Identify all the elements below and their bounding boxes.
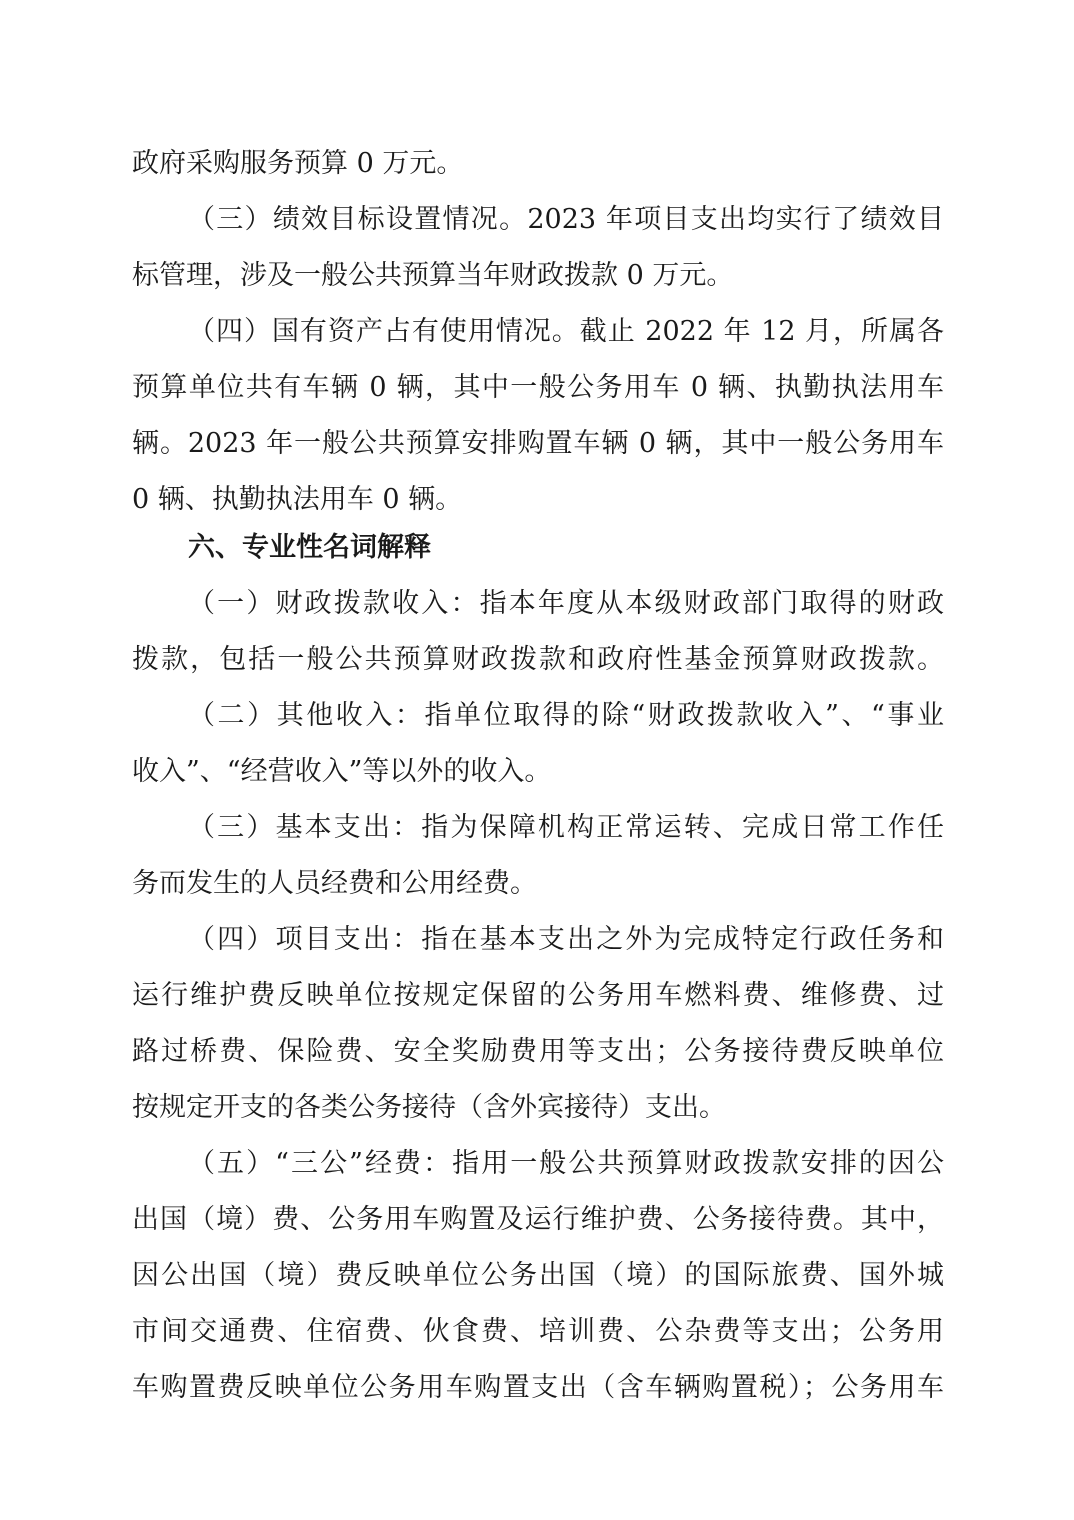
- paragraph-line: 因公出国（境）费反映单位公务出国（境）的国际旅费、国外城: [132, 1260, 944, 1291]
- paragraph-line: （五）“三公”经费：指用一般公共预算财政拨款安排的因公: [188, 1148, 944, 1179]
- paragraph-line: 拨款，包括一般公共预算财政拨款和政府性基金预算财政拨款。: [132, 644, 944, 675]
- paragraph-line: 出国（境）费、公务用车购置及运行维护费、公务接待费。其中，: [132, 1204, 944, 1235]
- paragraph-line: （四）国有资产占有使用情况。截止 2022 年 12 月，所属各: [188, 316, 944, 347]
- paragraph-line: （三）基本支出：指为保障机构正常运转、完成日常工作任: [188, 812, 944, 843]
- paragraph-line: （三）绩效目标设置情况。2023 年项目支出均实行了绩效目: [188, 204, 944, 235]
- paragraph-line: 预算单位共有车辆 0 辆，其中一般公务用车 0 辆、执勤执法用车: [132, 372, 944, 403]
- section-heading: 六、专业性名词解释: [188, 532, 431, 563]
- paragraph-line: （一）财政拨款收入：指本年度从本级财政部门取得的财政: [188, 588, 944, 619]
- paragraph-line: 政府采购服务预算 0 万元。: [132, 148, 464, 179]
- paragraph-line: 0 辆、执勤执法用车 0 辆。: [132, 484, 463, 515]
- paragraph-line: 辆。2023 年一般公共预算安排购置车辆 0 辆，其中一般公务用车: [132, 428, 944, 459]
- paragraph-line: 务而发生的人员经费和公用经费。: [132, 868, 537, 899]
- paragraph-line: 车购置费反映单位公务用车购置支出（含车辆购置税）；公务用车: [132, 1372, 944, 1403]
- paragraph-line: （四）项目支出：指在基本支出之外为完成特定行政任务和: [188, 924, 944, 955]
- paragraph-line: 市间交通费、住宿费、伙食费、培训费、公杂费等支出；公务用: [132, 1316, 944, 1347]
- paragraph-line: （二）其他收入：指单位取得的除“财政拨款收入”、“事业: [188, 700, 944, 731]
- paragraph-line: 运行维护费反映单位按规定保留的公务用车燃料费、维修费、过: [132, 980, 944, 1011]
- paragraph-line: 标管理，涉及一般公共预算当年财政拨款 0 万元。: [132, 260, 734, 291]
- paragraph-line: 路过桥费、保险费、安全奖励费用等支出；公务接待费反映单位: [132, 1036, 944, 1067]
- paragraph-line: 按规定开支的各类公务接待（含外宾接待）支出。: [132, 1092, 726, 1123]
- paragraph-line: 收入”、“经营收入”等以外的收入。: [132, 756, 552, 787]
